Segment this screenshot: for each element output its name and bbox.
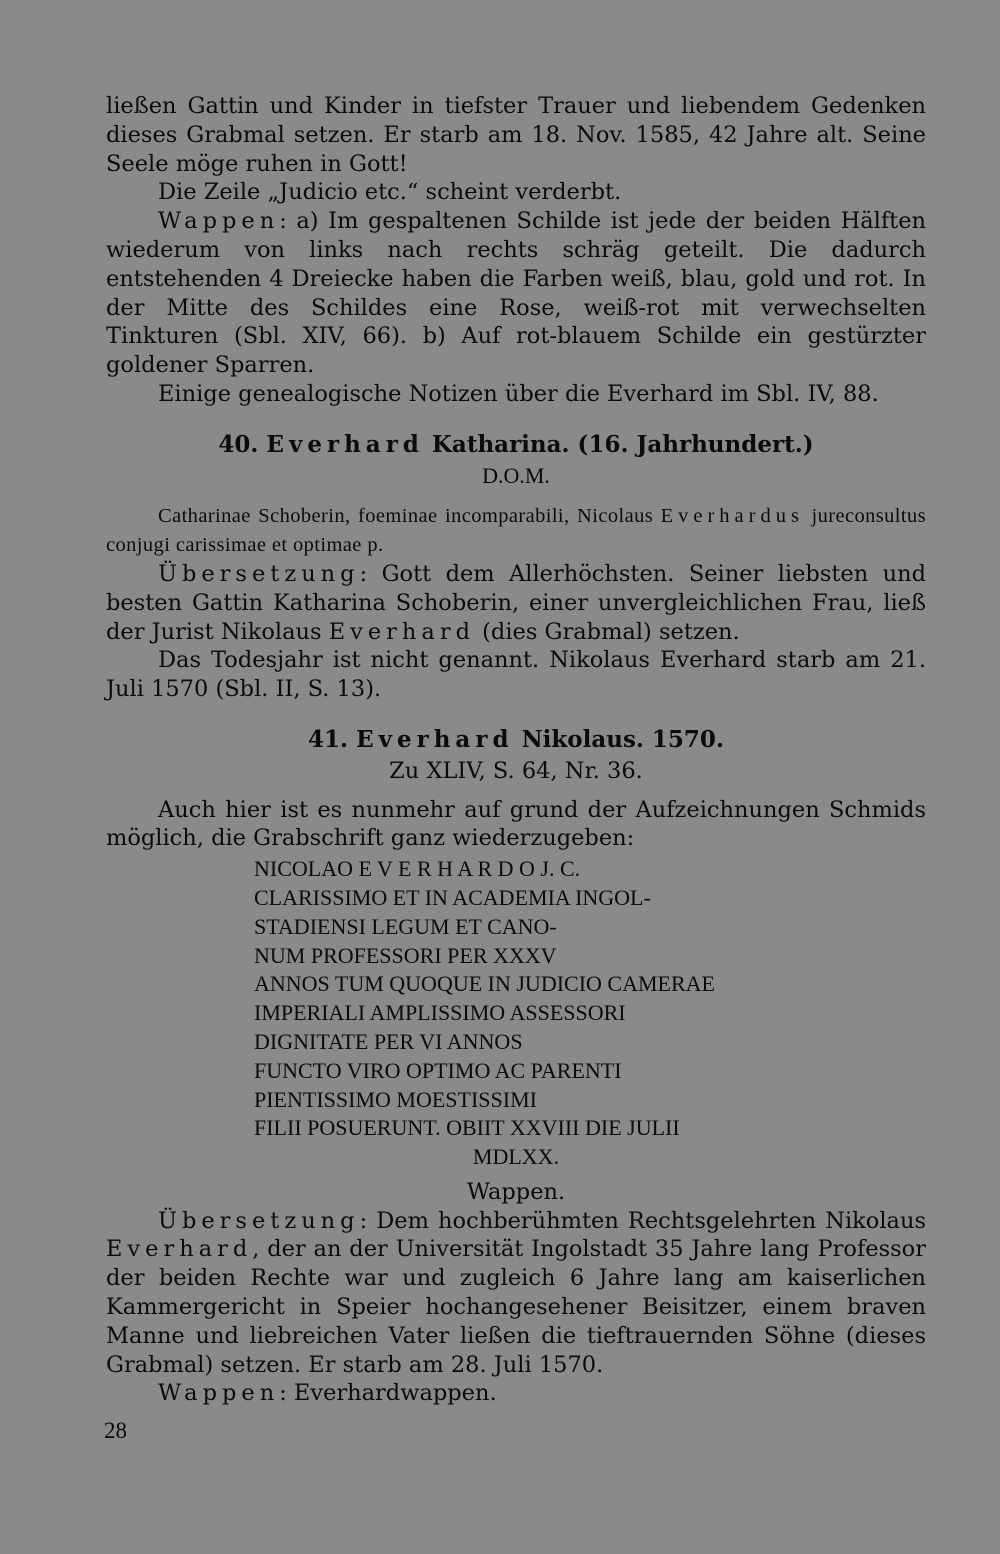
inscription-line: STADIENSI LEGUM ET CANO-: [254, 913, 557, 939]
reference-line: Zu XLIV, S. 64, Nr. 36.: [389, 757, 643, 784]
paragraph-translation-41: [106, 1207, 926, 1380]
paragraph-translation-40: [106, 560, 926, 646]
page-number: 28: [104, 1418, 127, 1443]
paragraph-continuation: ließen Gattin und Kinder in tiefster Trauer und liebendem Gedenken dieses Grabmal setzen. Er starb am 18. Nov. 1585, 42 Jahre alt. Seine Seele möge ruhen in Gott!: [106, 93, 926, 177]
heading-surname: Everhard: [266, 430, 424, 458]
latin-part-c: jureconsultus conjugi carissimae et optimae p.: [106, 505, 926, 557]
heading-surname: Everhard: [356, 725, 514, 753]
section-heading-40: [106, 431, 926, 460]
wappen-centered-label: Wappen.: [466, 1178, 566, 1205]
paragraph-genealogy: Einige genealogische Notizen über die Everhard im Sbl. IV, 88.: [158, 380, 879, 407]
inscription-line: ANNOS TUM QUOQUE IN JUDICIO CAMERAE: [254, 971, 715, 997]
translation-text-b: , der an der Universität Ingolstadt 35 Jahre lang Professor der beiden Rechte war und zugleich 6 Jahre lang am kaiserlichen Kammergericht in Speier hochangesehener Beisitzer, einem braven Manne und liebreichen Vater ließen die tieftrauernden Söhne (dieses Grabmal) setzen. Er starb am 28. Juli 1570.: [106, 1236, 926, 1378]
inscription-line: NUM PROFESSORI PER XXXV: [254, 942, 557, 968]
wappen-text: : Everhardwappen.: [279, 1380, 497, 1407]
translation-label: Übersetzung: [158, 560, 360, 587]
inscription-year: MDLXX.: [472, 1144, 560, 1170]
inscription-line: PIENTISSIMO MOESTISSIMI: [254, 1086, 537, 1112]
inscription-line: DIGNITATE PER VI ANNOS: [254, 1028, 523, 1054]
page-body: [106, 92, 926, 1408]
heading-number: 41.: [308, 725, 349, 753]
wappen-label: Wappen: [158, 208, 280, 235]
translation-end: (dies Grabmal) setzen.: [482, 618, 740, 645]
section-heading-41: [106, 726, 926, 755]
translation-text-a: : Dem hochberühmten Rechtsgelehrten Nikolaus: [359, 1207, 926, 1234]
inscription-block: [254, 855, 926, 1143]
inscription-line: NICOLAO E V E R H A R D O J. C.: [254, 856, 581, 882]
dom-line: D.O.M.: [482, 462, 550, 488]
paragraph-note-line: Die Zeile „Judicio etc.“ scheint verderbt.: [158, 179, 622, 206]
wappen-text: : a) Im gespaltenen Schilde ist jede der beiden Hälften wiederum von links nach rechts schräg geteilt. Die dadurch entstehenden 4 Dreiecke haben die Farben weiß, blau, gold und rot. In der Mitte des Schildes eine Rose, weiß-rot mit verwechselten Tinkturen (Sbl. XIV, 66). b) Auf rot-blauem Schilde ein gestürzter goldener Sparren.: [106, 208, 926, 379]
heading-number: 40.: [218, 430, 259, 458]
paragraph-wappen-39: [106, 207, 926, 380]
latin-part-a: Catharinae Schoberin, foeminae incomparabili, Nicolaus: [158, 505, 654, 528]
translation-text: : Gott dem Allerhöchsten. Seiner liebsten und besten Gattin Katharina Schoberin, einer unvergleichlichen Frau, ließ der Jurist Nikolaus: [106, 560, 926, 645]
paragraph-death-year: Das Todesjahr ist nicht genannt. Nikolaus Everhard starb am 21. Juli 1570 (Sbl. II, S. 13).: [106, 647, 926, 703]
inscription-line: IMPERIALI AMPLISSIMO ASSESSORI: [254, 1000, 626, 1026]
latin-inscription-40: [106, 502, 926, 560]
wappen-label: Wappen: [158, 1380, 280, 1407]
translation-label: Übersetzung: [158, 1207, 360, 1234]
paragraph-wappen-41: [106, 1379, 926, 1408]
paragraph-intro-inscription: Auch hier ist es nunmehr auf grund der Aufzeichnungen Schmids möglich, die Grabschrift ganz wiederzugeben:: [106, 796, 926, 852]
heading-rest: Katharina. (16. Jahrhundert.): [431, 430, 814, 458]
inscription-line: FILII POSUERUNT. OBIIT XXVIII DIE JULII: [254, 1115, 680, 1141]
inscription-line: FUNCTO VIRO OPTIMO AC PARENTI: [254, 1057, 622, 1083]
translation-name: Everhard: [328, 618, 475, 645]
latin-name: Everhardus: [660, 505, 804, 528]
translation-name: Everhard: [106, 1236, 253, 1263]
heading-rest: Nikolaus. 1570.: [521, 725, 724, 753]
inscription-line: CLARISSIMO ET IN ACADEMIA INGOL-: [254, 884, 651, 910]
